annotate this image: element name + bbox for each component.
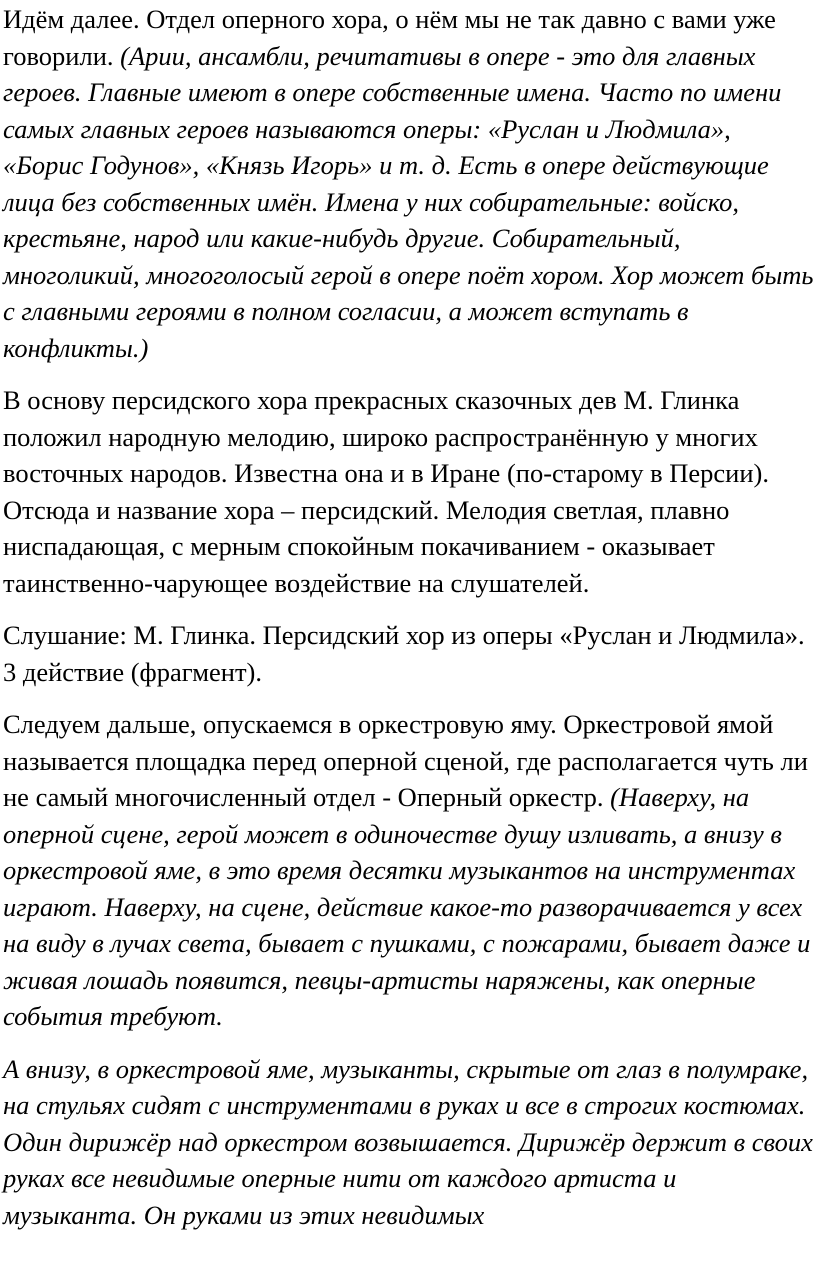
paragraph-listening — [3, 617, 816, 690]
paragraph-text: В основу персидского хора прекрасных сказочных дев М. Глинка положил народную мелодию, широко распространённую у многих восточных народов. Известна она и в Иране (по-старому в Персии). Отсюда и название хора – персидский. Мелодия светлая, плавно ниспадающая, с мерным спокойным покачиванием - оказывает таинственно-чарующее воздействие на слушателей. — [3, 385, 769, 598]
paragraph-italic-text: А внизу, в оркестровой яме, музыканты, скрытые от глаз в полумраке, на стульях сидят с инструментами в руках и все в строгих костюмах. Один дирижёр над оркестром возвышается. Дирижёр держит в своих руках все невидимые оперные нити от каждого артиста и музыканта. Он руками из этих невидимых — [3, 1053, 813, 1230]
paragraph-persian-choir — [3, 382, 816, 601]
paragraph-italic-text: (Наверху, на оперной сцене, герой может в одиночестве душу изливать, а внизу в оркестровой яме, в это время десятки музыкантов на инструментах играют. Наверху, на сцене, действие какое-то разворачивается у всех на виду в лучах света, бывает с пушками, с пожарами, бывает даже и живая лошадь появится, певцы-артисты наряжены, как оперные события требуют. — [3, 782, 811, 1031]
paragraph-text: Следуем дальше, опускаемся в оркестровую яму. Оркестровой ямой называется площадка перед оперной сценой, где располагается чуть ли не самый многочисленный отдел - Оперный оркестр. — [3, 709, 808, 812]
paragraph-text: Слушание: М. Глинка. Персидский хор из оперы «Руслан и Людмила». 3 действие (фрагмент). — [3, 620, 805, 687]
paragraph-text: Идём далее. Отдел оперного хора, о нём мы не так давно с вами уже говорили. — [3, 4, 776, 71]
paragraph-orchestra-pit — [3, 706, 816, 1035]
paragraph-conductor — [3, 1051, 816, 1234]
document-page — [3, 0, 816, 1249]
paragraph-italic-text: (Арии, ансамбли, речитативы в опере - это для главных героев. Главные имеют в опере собственные имена. Часто по имени самых главных героев называются оперы: «Руслан и Людмила», «Борис Годунов», «Князь Игорь» и т. д. Есть в опере действующие лица без собственных имён. Имена у них собирательные: войско, крестьяне, народ или какие-нибудь другие. Собирательный, многоликий, многоголосый герой в опере поёт хором. Хор может быть с главными героями в полном согласии, а может вступать в конфликты.) — [3, 40, 814, 363]
paragraph-opera-choir — [3, 1, 816, 366]
